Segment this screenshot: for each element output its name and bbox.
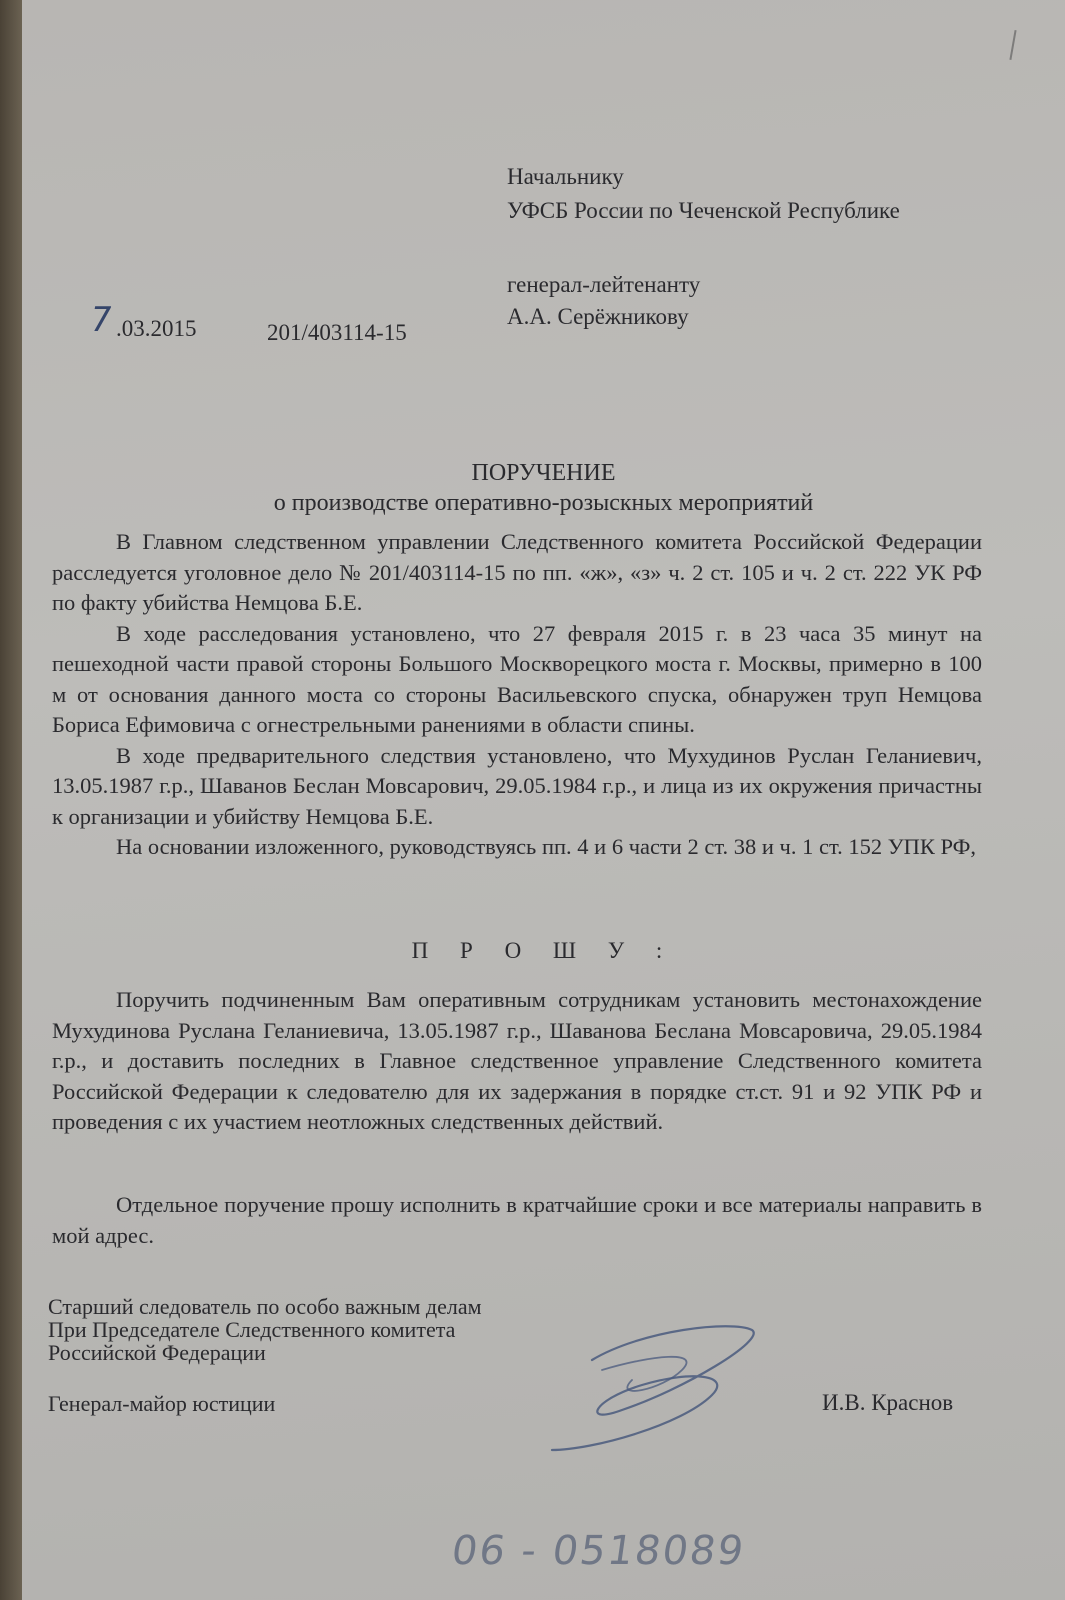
signatory-line: Старший следователь по особо важным делам: [48, 1294, 482, 1319]
page-corner-mark: [1009, 30, 1016, 60]
body-paragraph: В Главном следственном управлении Следственного комитета Российской Федерации расследуется уголовное дело № 201/403114-15 по пп. «ж», «з» ч. 2 ст. 105 и ч. 2 ст. 222 УК РФ по факту убийства Немцова Б.Е.: [52, 529, 982, 615]
signatory-rank: Генерал-майор юстиции: [48, 1391, 276, 1416]
registration-number: 06 - 0518089: [448, 1528, 749, 1574]
body-paragraph: В ходе расследования установлено, что 27 февраля 2015 г. в 23 часа 35 минут на пешеходной части правой стороны Большого Москворецкого моста г. Москвы, примерно в 100 м от основания данного моста со стороны Васильевского спуска, обнаружен труп Немцова Бориса Ефимовича с огнестрельными ранениями в области спины.: [52, 620, 982, 737]
signatory-name: И.В. Краснов: [822, 1390, 954, 1415]
document-sheet: [22, 0, 1065, 1600]
signatory-line: При Председателе Следственного комитета: [48, 1317, 456, 1342]
case-number: 201/403114-15: [267, 320, 407, 345]
request-heading: П Р О Ш У :: [411, 938, 676, 963]
request-closing: [52, 1190, 982, 1251]
signatory-line: Российской Федерации: [48, 1340, 266, 1365]
document-body: [52, 527, 982, 863]
request-paragraph: Поручить подчиненным Вам оперативным сотрудникам установить местонахождение Мухудинова Руслана Геланиевича, 13.05.1987 г.р., Шаванова Беслана Мовсаровича, 29.05.1984 г.р., и доставить последних в Главное следственное управление Следственного комитета Российской Федерации к следователю для их задержания в порядке ст.ст. 91 и 92 УПК РФ и проведения с их участием неотложных следственных действий.: [52, 987, 982, 1134]
date-handwritten-day: 7: [86, 300, 116, 340]
body-paragraph: В ходе предварительного следствия установлено, что Мухудинов Руслан Геланиевич, 13.05.1987 г.р., Шаванов Беслан Мовсарович, 29.05.1984 г.р., и лица из их окружения причастны к организации и убийству Немцова Б.Е.: [52, 742, 982, 829]
body-paragraph: На основании изложенного, руководствуясь пп. 4 и 6 части 2 ст. 38 и ч. 1 ст. 152 УПК РФ,: [116, 834, 977, 859]
addressee-name: А.А. Серёжникову: [507, 304, 689, 329]
handwritten-signature: [532, 1300, 792, 1460]
addressee-rank: генерал-лейтенанту: [507, 272, 701, 297]
request-paragraph: Отдельное поручение прошу исполнить в кратчайшие сроки и все материалы направить в мой адрес.: [52, 1192, 982, 1248]
addressee-title: Начальнику: [507, 164, 624, 189]
request-body: [52, 985, 982, 1138]
addressee-organization: УФСБ России по Чеченской Республике: [507, 198, 900, 223]
date-printed: .03.2015: [116, 316, 197, 341]
document-title: ПОРУЧЕНИЕ: [471, 460, 616, 486]
signatory-position: [48, 1295, 482, 1364]
document-subtitle: о производстве оперативно-розыскных мероприятий: [273, 490, 814, 516]
